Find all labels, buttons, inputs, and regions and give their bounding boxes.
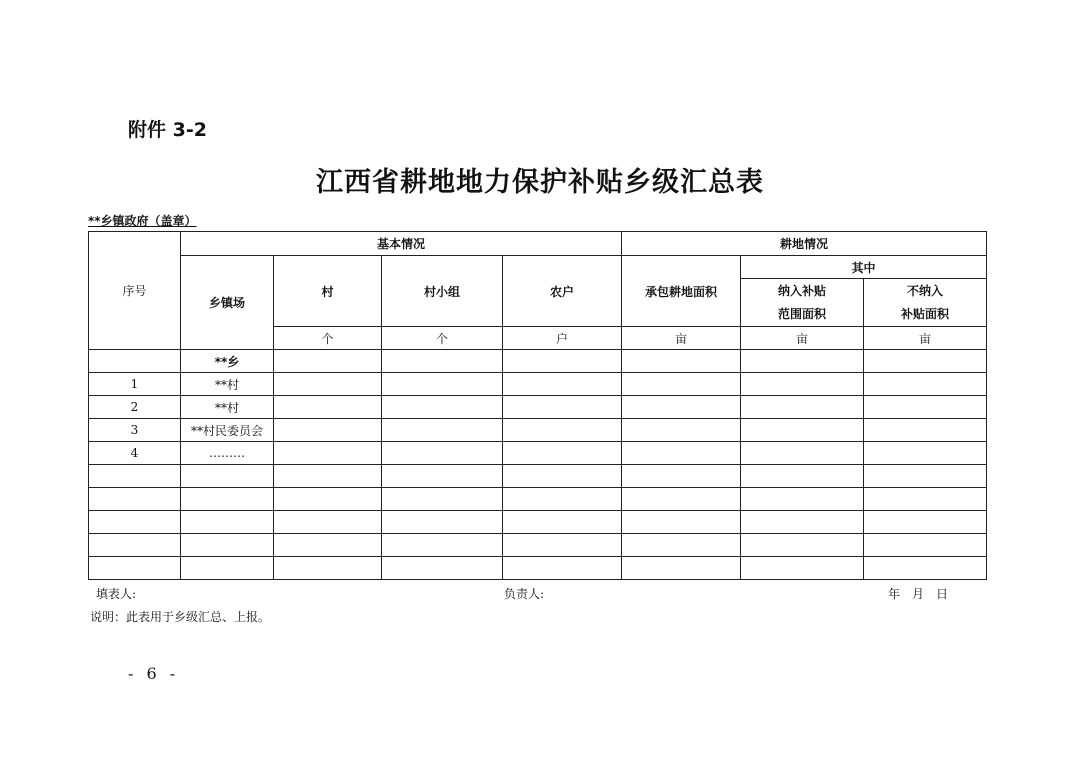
unit-household: 户 — [503, 327, 622, 350]
row-name: ……… — [181, 442, 274, 465]
header-of-which: 其中 — [741, 256, 987, 279]
table-row — [89, 534, 987, 557]
table-row — [89, 557, 987, 580]
date-label: 年 月 日 — [888, 587, 949, 601]
row-cell — [864, 396, 987, 419]
row-cell — [741, 534, 864, 557]
row-cell — [741, 465, 864, 488]
row-cell — [741, 419, 864, 442]
header-excluded-line2: 补贴面积 — [901, 306, 950, 321]
filler-label: 填表人: — [96, 587, 137, 601]
row-cell — [622, 488, 741, 511]
unit-group: 个 — [382, 327, 503, 350]
attachment-label: 附件 3-2 — [128, 119, 207, 141]
row-cell — [741, 511, 864, 534]
header-included-line1: 纳入补贴 — [778, 283, 827, 298]
row-cell — [864, 465, 987, 488]
row-name: **村 — [181, 373, 274, 396]
row-cell — [274, 419, 382, 442]
row-cell — [503, 373, 622, 396]
responsible-label: 负责人: — [504, 587, 545, 601]
row-seq — [89, 350, 181, 373]
header-village: 村 — [274, 256, 382, 327]
row-cell — [622, 465, 741, 488]
row-cell — [274, 465, 382, 488]
header-land-group: 耕地情况 — [622, 232, 987, 256]
page-number: - 6 - — [128, 664, 180, 683]
row-cell — [503, 534, 622, 557]
header-group: 村小组 — [382, 256, 503, 327]
row-cell — [622, 373, 741, 396]
row-cell — [503, 442, 622, 465]
row-name — [181, 557, 274, 580]
row-cell — [503, 557, 622, 580]
row-cell — [741, 373, 864, 396]
row-cell — [864, 534, 987, 557]
row-cell — [864, 442, 987, 465]
row-name — [181, 465, 274, 488]
row-seq — [89, 534, 181, 557]
row-cell — [864, 350, 987, 373]
unit-included: 亩 — [741, 327, 864, 350]
row-cell — [741, 557, 864, 580]
row-cell — [741, 488, 864, 511]
row-cell — [503, 396, 622, 419]
row-cell — [503, 511, 622, 534]
table-row — [89, 442, 987, 465]
row-cell — [864, 373, 987, 396]
row-cell — [274, 511, 382, 534]
row-cell — [622, 534, 741, 557]
table-row — [89, 373, 987, 396]
table-row — [89, 511, 987, 534]
table-row — [89, 488, 987, 511]
row-cell — [622, 396, 741, 419]
row-seq — [89, 488, 181, 511]
row-cell — [741, 350, 864, 373]
row-cell — [274, 534, 382, 557]
row-seq: 1 — [89, 373, 181, 396]
row-cell — [864, 419, 987, 442]
row-cell — [622, 557, 741, 580]
row-cell — [274, 557, 382, 580]
row-name — [181, 534, 274, 557]
row-cell — [382, 396, 503, 419]
document-title: 江西省耕地地力保护补贴乡级汇总表 — [316, 167, 764, 198]
row-cell — [503, 419, 622, 442]
row-cell — [382, 373, 503, 396]
header-contract-area: 承包耕地面积 — [622, 256, 741, 327]
row-cell — [274, 442, 382, 465]
row-name: **村民委员会 — [181, 419, 274, 442]
row-cell — [274, 373, 382, 396]
row-cell — [382, 442, 503, 465]
row-cell — [622, 442, 741, 465]
row-seq: 2 — [89, 396, 181, 419]
header-basic-group: 基本情况 — [181, 232, 622, 256]
unit-village: 个 — [274, 327, 382, 350]
table-row — [89, 396, 987, 419]
row-cell — [741, 442, 864, 465]
table-row — [89, 350, 987, 373]
row-cell — [503, 465, 622, 488]
unit-excluded: 亩 — [864, 327, 987, 350]
row-seq — [89, 465, 181, 488]
row-cell — [382, 465, 503, 488]
row-cell — [503, 488, 622, 511]
row-cell — [864, 511, 987, 534]
summary-table — [88, 231, 987, 580]
header-excluded-line1: 不纳入 — [907, 283, 944, 298]
row-seq: 3 — [89, 419, 181, 442]
row-cell — [382, 557, 503, 580]
header-included-area — [741, 279, 864, 327]
row-cell — [622, 350, 741, 373]
header-household: 农户 — [503, 256, 622, 327]
row-seq: 4 — [89, 442, 181, 465]
row-seq — [89, 511, 181, 534]
header-seq: 序号 — [89, 232, 181, 350]
row-cell — [382, 350, 503, 373]
row-cell — [382, 534, 503, 557]
row-cell — [864, 557, 987, 580]
row-name — [181, 488, 274, 511]
row-cell — [274, 350, 382, 373]
row-cell — [274, 396, 382, 419]
row-name — [181, 511, 274, 534]
unit-contract: 亩 — [622, 327, 741, 350]
table-row — [89, 465, 987, 488]
header-town: 乡镇场 — [181, 256, 274, 350]
table-row — [89, 419, 987, 442]
header-excluded-area — [864, 279, 987, 327]
row-cell — [382, 511, 503, 534]
row-cell — [622, 511, 741, 534]
row-cell — [382, 419, 503, 442]
row-name: **村 — [181, 396, 274, 419]
row-cell — [382, 488, 503, 511]
row-cell — [503, 350, 622, 373]
row-seq — [89, 557, 181, 580]
row-cell — [864, 488, 987, 511]
header-included-line2: 范围面积 — [778, 306, 827, 321]
government-seal-line: **乡镇政府（盖章） — [88, 214, 197, 228]
row-cell — [622, 419, 741, 442]
row-cell — [741, 396, 864, 419]
row-name: **乡 — [181, 350, 274, 373]
row-cell — [274, 488, 382, 511]
note-text: 说明：此表用于乡级汇总、上报。 — [90, 610, 271, 624]
